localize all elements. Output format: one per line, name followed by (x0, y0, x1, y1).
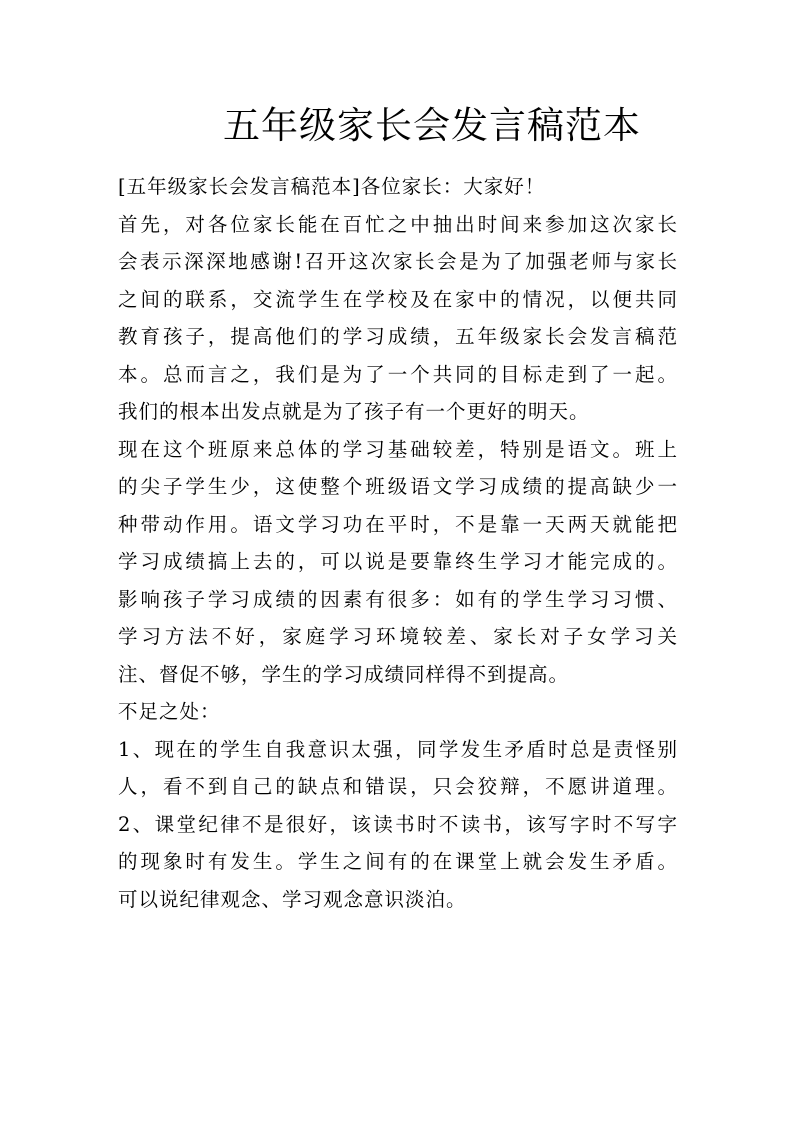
text-line: 之间的联系，交流学生在学校及在家中的情况，以便共同 (118, 287, 678, 311)
document-body (118, 168, 678, 918)
document-title: 五年级家长会发言稿范本 (223, 104, 641, 147)
text-line: 2、课堂纪律不是很好，该读书时不读书，该写字时不写字 (118, 812, 678, 836)
text-line: [五年级家长会发言稿范本]各位家长：大家好！ (118, 175, 546, 198)
text-line: 本。总而言之，我们是为了一个共同的目标走到了一起。 (118, 362, 678, 386)
text-line: 注、督促不够，学生的学习成绩同样得不到提高。 (118, 662, 570, 686)
text-line: 人，看不到自己的缺点和错误，只会狡辩，不愿讲道理。 (118, 775, 678, 798)
text-line: 影响孩子学习成绩的因素有很多：如有的学生学习习惯、 (118, 587, 678, 611)
text-line: 种带动作用。语文学习功在平时，不是靠一天两天就能把 (118, 512, 678, 536)
text-line: 教育孩子，提高他们的学习成绩，五年级家长会发言稿范 (118, 325, 678, 348)
text-line: 学习成绩搞上去的，可以说是要靠终生学习才能完成的。 (118, 550, 678, 573)
text-line: 1、现在的学生自我意识太强，同学发生矛盾时总是责怪别 (118, 737, 678, 761)
text-line: 的尖子学生少，这使整个班级语文学习成绩的提高缺少一 (118, 475, 678, 498)
text-line: 不足之处： (118, 700, 221, 723)
text-line: 可以说纪律观念、学习观念意识淡泊。 (118, 887, 467, 911)
text-line: 现在这个班原来总体的学习基础较差，特别是语文。班上 (118, 437, 678, 461)
text-line: 的现象时有发生。学生之间有的在课堂上就会发生矛盾。 (118, 850, 678, 873)
text-line: 我们的根本出发点就是为了孩子有一个更好的明天。 (118, 400, 590, 423)
text-line: 会表示深深地感谢!召开这次家长会是为了加强老师与家长 (118, 250, 678, 273)
text-line: 学习方法不好，家庭学习环境较差、家长对子女学习关 (118, 625, 678, 648)
text-line: 首先，对各位家长能在百忙之中抽出时间来参加这次家长 (118, 212, 678, 236)
